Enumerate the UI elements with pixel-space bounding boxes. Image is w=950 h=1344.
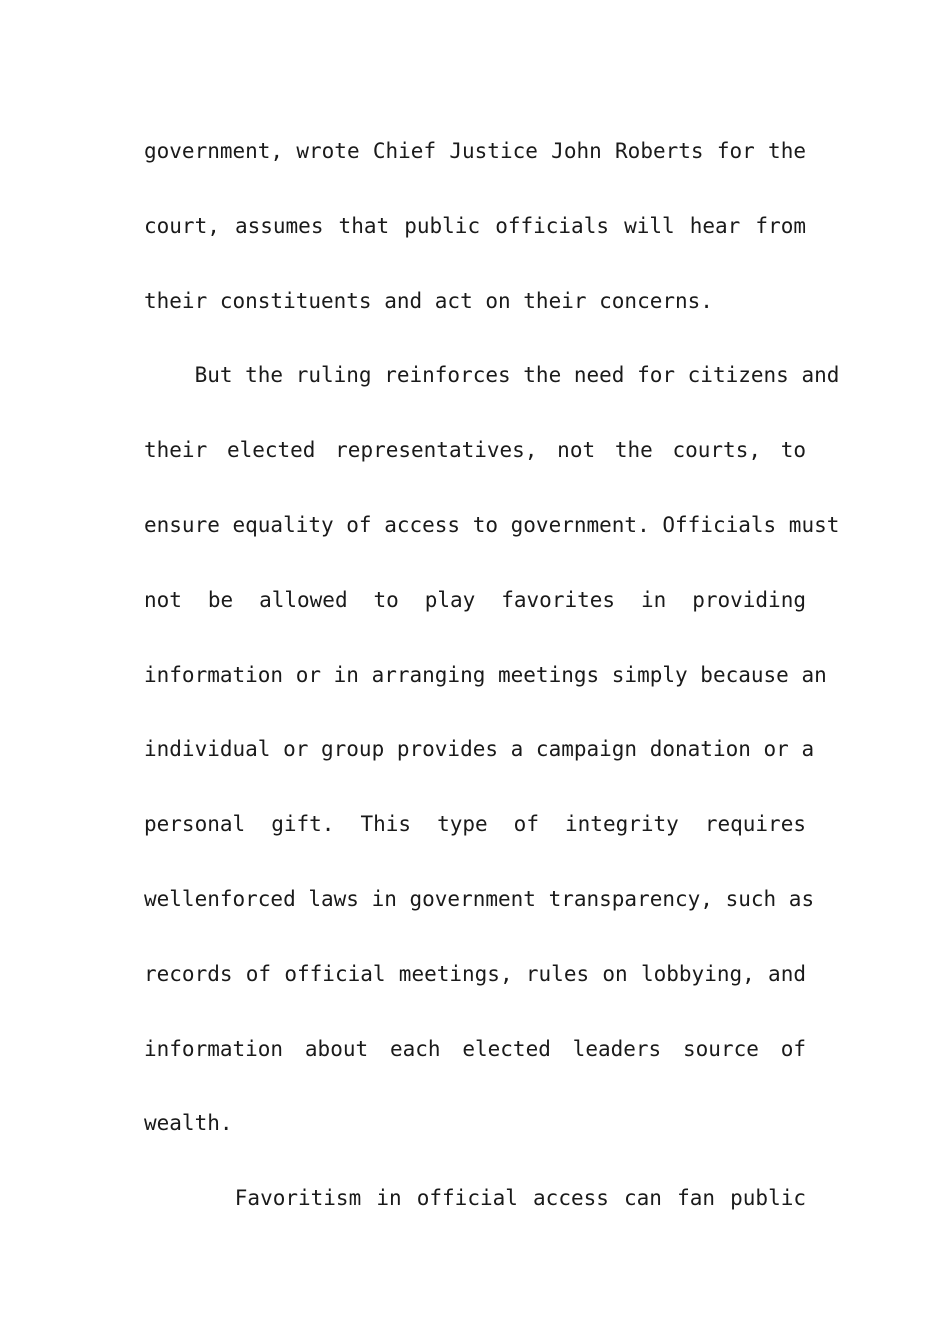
text-line: information about each elected leaders source of bbox=[144, 1036, 806, 1061]
text-line: wealth. bbox=[144, 1111, 233, 1136]
text-line: individual or group provides a campaign donation or a bbox=[144, 737, 815, 762]
text-line: their elected representatives, not the courts, to bbox=[144, 438, 806, 463]
text-line: Favoritism in official access can fan public bbox=[144, 1186, 806, 1211]
body-text bbox=[144, 114, 840, 1236]
text-line: personal gift. This type of integrity requires bbox=[144, 812, 806, 837]
text-line: But the ruling reinforces the need for citizens and bbox=[144, 363, 840, 388]
text-line: records of official meetings, rules on lobbying, and bbox=[144, 961, 806, 986]
text-line: government, wrote Chief Justice John Roberts for the bbox=[144, 139, 806, 163]
text-line: wellenforced laws in government transparency, such as bbox=[144, 886, 815, 911]
text-line: court, assumes that public officials will hear from bbox=[144, 213, 806, 238]
text-line: information or in arranging meetings simply because an bbox=[144, 662, 827, 687]
text-line: not be allowed to play favorites in providing bbox=[144, 587, 806, 612]
text-line: ensure equality of access to government. Officials must bbox=[144, 512, 840, 537]
text-line: their constituents and act on their concerns. bbox=[144, 288, 713, 313]
